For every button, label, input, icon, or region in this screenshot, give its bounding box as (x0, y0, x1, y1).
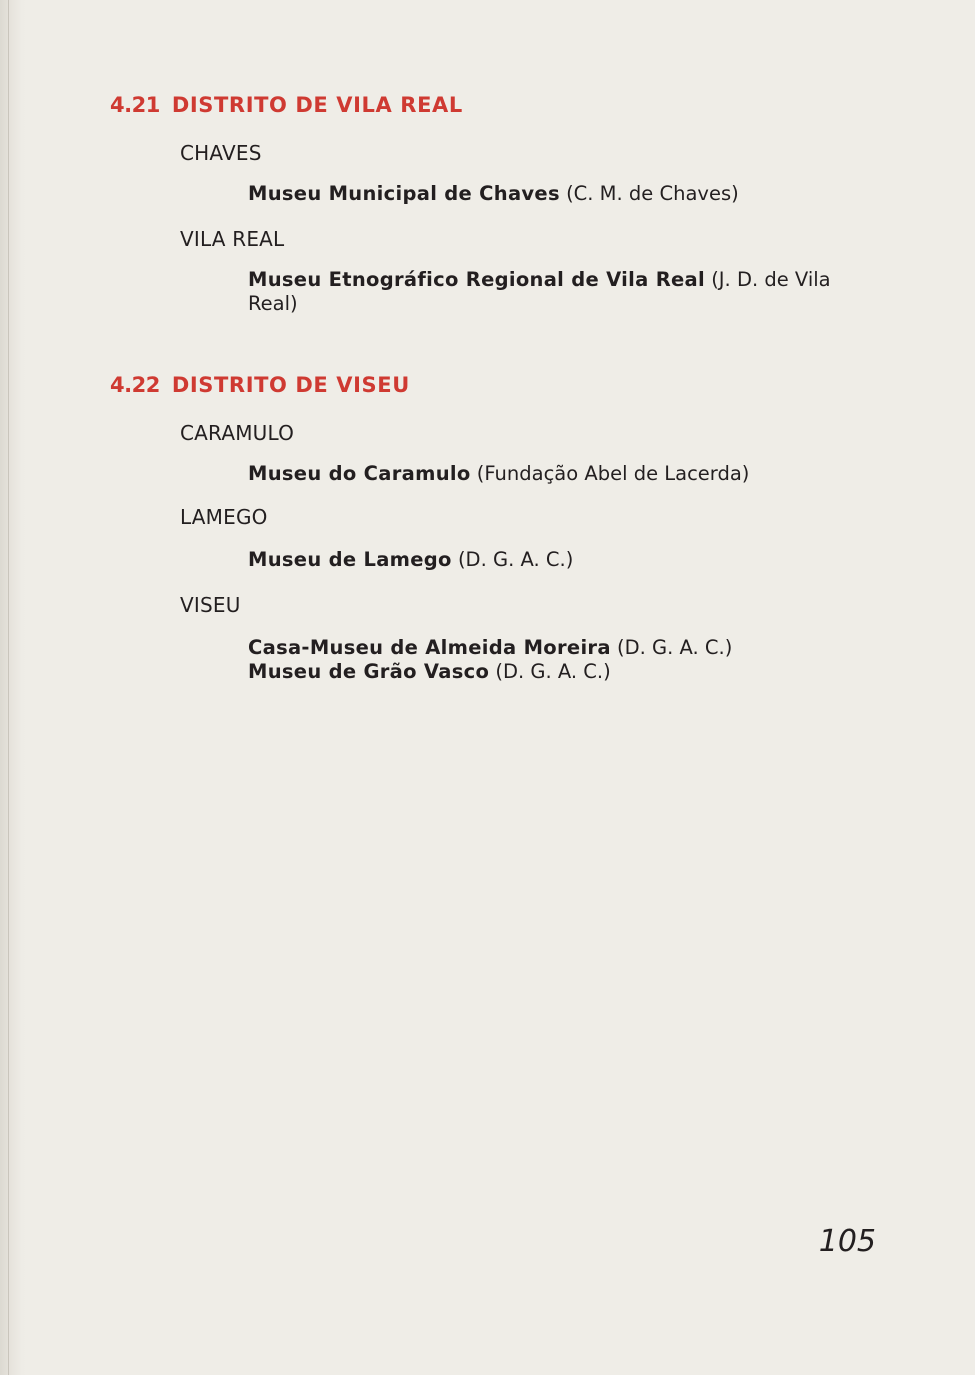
section-distrito-vila-real (110, 92, 878, 316)
section-number: 4.22 (110, 373, 160, 397)
museum-name: Museu Municipal de Chaves (248, 182, 560, 205)
museum-list (248, 636, 878, 684)
museum-entry (248, 182, 878, 206)
museum-owner: (J. D. de Vila Real) (248, 268, 831, 315)
museum-owner: (C. M. de Chaves) (566, 182, 739, 205)
museum-name: Museu Etnográfico Regional de Vila Real (248, 268, 705, 291)
museum-name: Museu de Grão Vasco (248, 660, 490, 683)
museum-name: Casa-Museu de Almeida Moreira (248, 636, 611, 659)
museum-entry (248, 462, 878, 486)
museum-entry (248, 268, 878, 316)
museum-name: Museu de Lamego (248, 548, 452, 571)
section-distrito-viseu (110, 372, 878, 684)
section-title: DISTRITO DE VILA REAL (171, 93, 463, 117)
museum-list (248, 548, 878, 572)
museum-entry (248, 548, 878, 572)
city-name-vila-real: VILA REAL (180, 227, 285, 251)
museum-entry (248, 660, 878, 684)
museum-list (248, 268, 878, 316)
museum-owner: (D. G. A. C.) (495, 660, 611, 683)
museum-owner: (Fundação Abel de Lacerda) (476, 462, 750, 485)
museum-owner: (D. G. A. C.) (617, 636, 733, 659)
section-number: 4.21 (110, 93, 160, 117)
museum-entry (248, 636, 878, 660)
section-heading (110, 92, 878, 118)
city-name-caramulo: CARAMULO (180, 421, 295, 445)
page-binding-edge (0, 0, 26, 1375)
section-heading (110, 372, 878, 398)
section-title: DISTRITO DE VISEU (171, 373, 410, 397)
museum-name: Museu do Caramulo (248, 462, 471, 485)
museum-owner: (D. G. A. C.) (457, 548, 574, 571)
city-name-lamego: LAMEGO (180, 505, 268, 529)
page-number: 105 (818, 1224, 876, 1259)
city-name-chaves: CHAVES (180, 141, 262, 165)
museum-list (248, 182, 878, 206)
binding-fold-line (8, 0, 9, 1375)
city-name-viseu: VISEU (180, 593, 241, 617)
museum-list (248, 462, 878, 486)
